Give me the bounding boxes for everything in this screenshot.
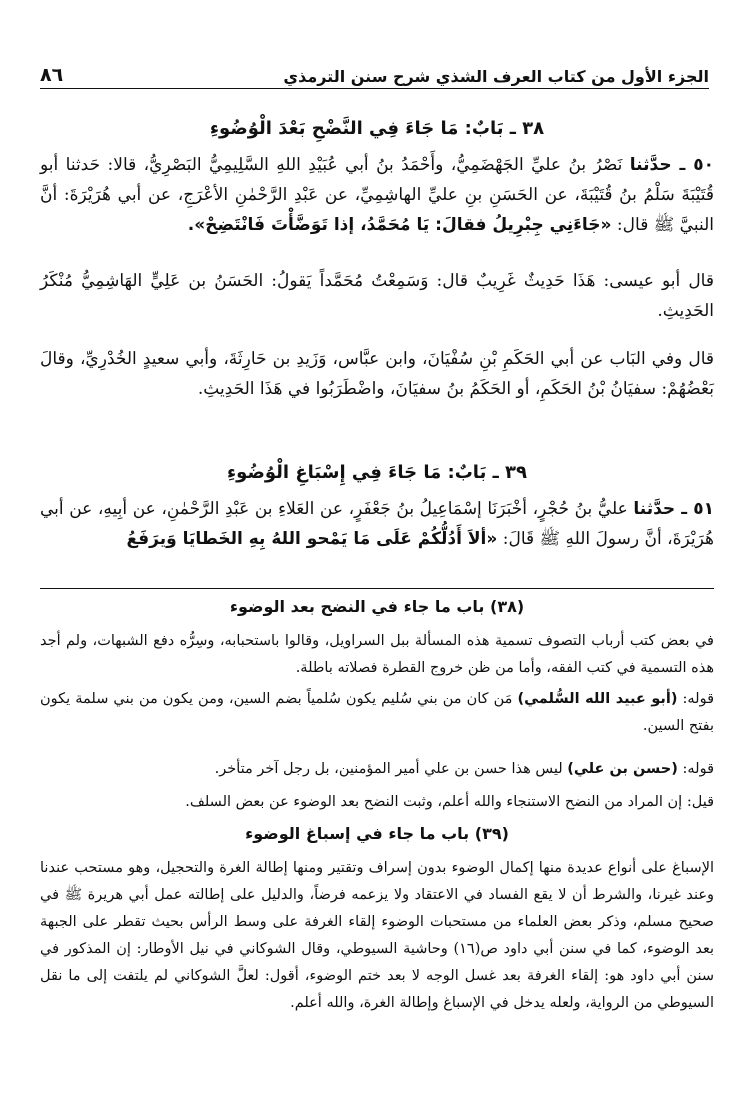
commentary-39-para-1-text: الإسباغ على أنواع عديدة منها إكمال الوضوء بدون إسراف وتقتير ومنها إطالة الغرة والتحجيل، وهو مستحب عندنا وعند غيرنا، والشرط أن لا يقع الفساد في الاعتقاد ولا يزعمه فرضاً، والدليل على إطالته عمل أبي هريرة ﷺ في صحيح مسلم، وذكر بعض العلماء من مستحبات الوضوء إلقاء الغرفة على وسط الرأس بحيث تقطر على الجبهة بعد الوضوء، كما في سنن أبي داود ص(١٦) وحاشية السيوطي، وقال الشوكاني في نيل الأوطار: إن المذكور في سنن أبي داود هو: إلقاء الغرفة بعد غسل الوجه لا بعد ختم الوضوء، أقول: لعلَّ الشوكاني لم يلتفت إلى ما نقل السيوطي من الرواية، ولعله يدخل في الإسباغ وإطالة الغرة، والله أعلم. <box>40 860 714 1011</box>
page-number: ٨٦ <box>40 64 64 86</box>
commentary-39-para-1 <box>40 855 714 1017</box>
commentary-38-para-2-text <box>40 686 714 740</box>
commentary-38-para-3-bold: (حسن بن علي) <box>567 761 678 777</box>
commentary-38-heading: (٣٨) باب ما جاء في النضح بعد الوضوء <box>229 597 525 616</box>
commentary-38-para-2-prefix: قوله: <box>677 691 715 707</box>
hadith-50 <box>40 150 714 240</box>
section-separator <box>40 588 714 589</box>
commentary-38-para-3-rest: ليس هذا حسن بن علي أمير المؤمنين، بل رجل آخر متأخر. <box>214 761 568 777</box>
commentary-39-heading: (٣٩) باب ما جاء في إسباغ الوضوء <box>245 824 509 843</box>
header-title: الجزء الأول من كتاب العرف الشذي شرح سنن الترمذي <box>283 67 709 86</box>
commentary-38-para-2-rest: مَن كان من بني سُليم يكون سُلمياً بضم السين، ومن يكون من بني سلمة يكون بفتح السين. <box>40 691 714 734</box>
commentary-38-para-1 <box>40 628 714 682</box>
hadith-50-quote: «جَاءَنِي جِبْرِيلُ فقالَ: يَا مُحَمَّدُ، إذا تَوَضَّأْتَ فَانْتَضِحْ». <box>187 215 612 235</box>
abu-isa-comment <box>40 266 714 326</box>
hadith-50-chain: نَصْرُ بنُ عليِّ الجَهْضَمِيُّ، وأَحْمَدُ بنُ أبي عُبَيْدِ اللهِ السَّلِيمِيُّ البَصْرِيُّ، قالا: حَدثنا أبو قُتَيْبَةَ سَلْمُ بنُ قُتَيْبَةَ، عن الحَسَنِ بنِ عليِّ الهاشِمِيِّ، عن عَبْدِ الرَّحْمٰنِ الأعْرَجِ، عن أبي هُرَيْرَةَ: أنَّ النبيَّ ﷺ قال: <box>40 155 714 235</box>
fil-bab-comment-text: قال وفي البَاب عن أبي الحَكَمِ بْنِ سُفْيَانَ، وابن عبَّاس، وَزَيدِ بن حَارِثَةَ، وأبي سعيدٍ الخُدْرِيِّ، وقالَ بَعْضُهُمْ: سفيَانُ بْنُ الحَكَمِ، أو الحَكَمُ بنُ سفيَانَ، واضْطَرَبُوا في هَذَا الحَدِيثِ. <box>40 349 714 399</box>
hadith-50-text <box>40 150 714 240</box>
chapter-39-heading: ٣٩ ـ بَابٌ: مَا جَاءَ فِي إِسْبَاغِ الْوُضُوءِ <box>226 462 527 483</box>
running-header <box>40 52 709 89</box>
chapter-38-heading: ٣٨ ـ بَابٌ: مَا جَاءَ فِي النَّضْحِ بَعْدَ الْوُضُوءِ <box>209 118 545 139</box>
commentary-38-para-4 <box>40 789 714 816</box>
commentary-38-para-2-bold: (أبو عبيد الله السُّلمي) <box>517 691 678 707</box>
hadith-51-number: ٥١ ـ حدَّثنا <box>633 499 714 519</box>
commentary-38-para-3 <box>40 756 714 783</box>
abu-isa-comment-text: قال أبو عيسى: هَذَا حَدِيثٌ غَرِيبٌ قال: وَسَمِعْتُ مُحَمَّداً يَقولُ: الحَسَنُ بن عَلِيٍّ الهَاشِمِيُّ مُنْكَرُ الحَدِيثِ. <box>40 271 714 321</box>
hadith-51-chain: عليُّ بنُ حُجْرٍ، أخْبَرَنَا إسْمَاعِيلُ بنُ جَعْفَرٍ، عن العَلاءِ بن عَبْدِ الرَّحْمٰنِ، عن أبِيهِ، عن أبي هُرَيْرَةَ، أنَّ رسولَ اللهِ ﷺ قَالَ: <box>40 499 714 549</box>
hadith-51-text <box>40 494 714 554</box>
commentary-38-para-3-text <box>40 756 714 783</box>
hadith-51 <box>40 494 714 554</box>
hadith-51-quote: «ألاَ أَدُلُّكُمْ عَلَى مَا يَمْحو اللهُ بِهِ الخَطايَا وَيرَفَعُ <box>126 529 498 549</box>
commentary-38-para-4-text: قيل: إن المراد من النضح الاستنجاء والله أعلم، وثبت النضح بعد الوضوء عن بعض السلف. <box>185 794 714 810</box>
hadith-50-number: ٥٠ ـ حدَّثنا <box>629 155 714 175</box>
commentary-38-para-3-prefix: قوله: <box>677 761 714 777</box>
commentary-38-para-1-text: في بعض كتب أرباب التصوف تسمية هذه المسألة ببل السراويل، وقالوا باستحبابه، وسِرُّه دفع الشبهات، ولم أجد هذه التسمية في كتب الفقه، وأما من ظن خروج القطرة فصلاته باطلة. <box>40 633 714 676</box>
commentary-38-para-2 <box>40 686 714 740</box>
fil-bab-comment <box>40 344 714 404</box>
